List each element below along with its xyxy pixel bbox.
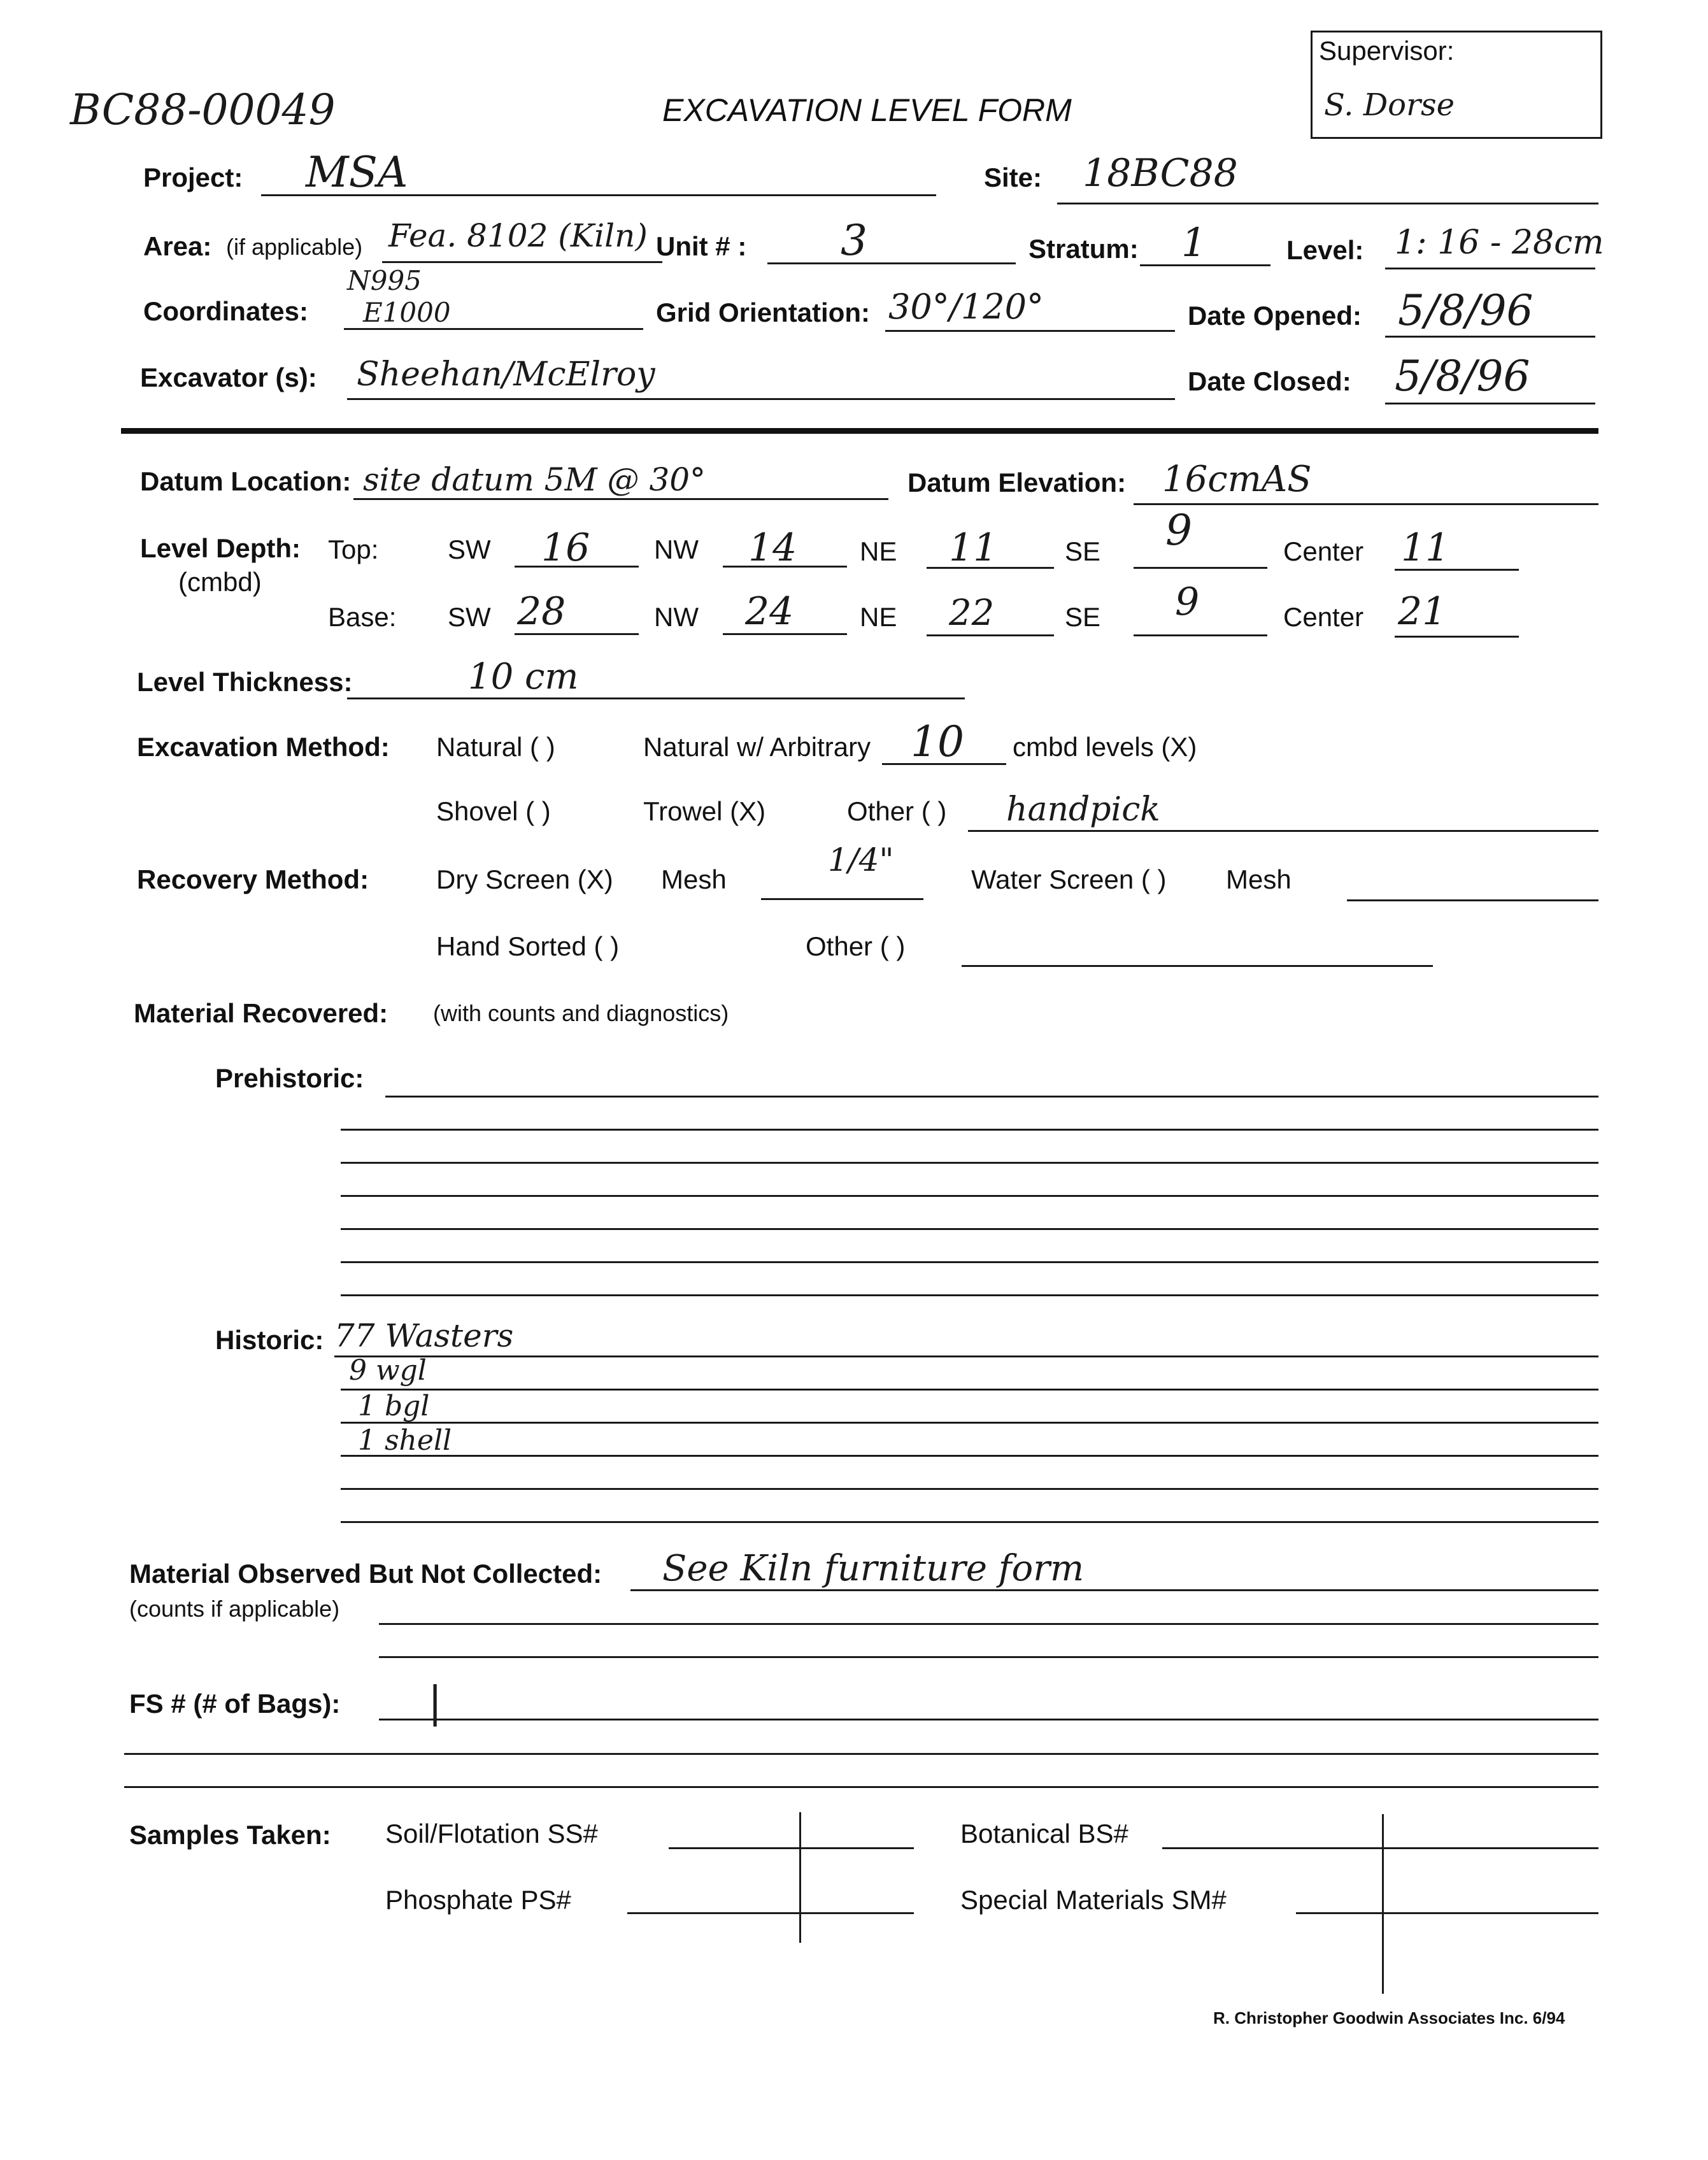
datum-elevation-line xyxy=(1134,503,1598,505)
excavator-label: Excavator (s): xyxy=(140,362,317,392)
datum-elevation-label: Datum Elevation: xyxy=(907,468,1127,497)
datum-location-line xyxy=(353,498,888,500)
supervisor-value: S. Dorse xyxy=(1324,87,1455,123)
recovery-other-line xyxy=(962,965,1433,967)
fs-line xyxy=(124,1753,1598,1755)
soil-flotation-label: Soil/Flotation SS# xyxy=(385,1819,598,1849)
coordinates-line xyxy=(344,328,643,330)
stratum-label: Stratum: xyxy=(1028,234,1139,264)
excavation-method-label: Excavation Method: xyxy=(137,732,390,762)
unit-value: 3 xyxy=(841,216,867,265)
material-observed-line xyxy=(630,1589,1598,1591)
stratum-value: 1 xyxy=(1181,219,1207,266)
historic-item: 9 wgl xyxy=(349,1354,427,1387)
top-se-line xyxy=(1134,567,1267,569)
base-sw-label: SW xyxy=(448,602,491,632)
site-line xyxy=(1057,203,1598,204)
level-depth-unit: (cmbd) xyxy=(178,567,262,597)
date-opened-line xyxy=(1385,336,1595,338)
top-center-value: 11 xyxy=(1401,526,1450,570)
material-observed-value: See Kiln furniture form xyxy=(662,1548,1085,1589)
excavation-other-value: handpick xyxy=(1006,790,1160,829)
top-ne-line xyxy=(927,567,1054,569)
historic-line xyxy=(334,1355,1598,1357)
site-value: 18BC88 xyxy=(1083,151,1238,196)
area-label: Area: xyxy=(143,231,212,261)
phosphate-line xyxy=(627,1912,914,1914)
phosphate-label: Phosphate PS# xyxy=(385,1885,571,1915)
historic-item: 1 shell xyxy=(358,1424,452,1457)
fs-line xyxy=(124,1786,1598,1788)
botanical-label: Botanical BS# xyxy=(960,1819,1128,1849)
top-sw-label: SW xyxy=(448,534,491,564)
section-divider xyxy=(121,428,1598,434)
prehistoric-line xyxy=(341,1129,1598,1131)
historic-line xyxy=(341,1488,1598,1490)
form-title: EXCAVATION LEVEL FORM xyxy=(662,92,1072,128)
area-value: Fea. 8102 (Kiln) xyxy=(388,217,648,254)
prehistoric-line xyxy=(341,1294,1598,1296)
base-center-value: 21 xyxy=(1398,589,1447,634)
top-center-line xyxy=(1395,569,1519,571)
base-center-line xyxy=(1395,636,1519,638)
base-nw-line xyxy=(723,633,847,635)
recovery-method-label: Recovery Method: xyxy=(137,864,369,894)
fs-line xyxy=(379,1719,1598,1720)
footer-credit: R. Christopher Goodwin Associates Inc. 6/94 xyxy=(1213,2008,1565,2028)
top-sw-line xyxy=(515,566,639,568)
dry-mesh-line xyxy=(761,898,923,900)
base-se-line xyxy=(1134,634,1267,636)
level-thickness-line xyxy=(347,697,965,699)
base-sw-value: 28 xyxy=(517,589,566,634)
water-mesh-label: Mesh xyxy=(1226,864,1292,894)
unit-label: Unit # : xyxy=(656,231,747,261)
dry-screen-option: Dry Screen (X) xyxy=(436,864,613,894)
top-nw-value: 14 xyxy=(748,526,797,570)
prehistoric-line xyxy=(341,1261,1598,1263)
prehistoric-line xyxy=(385,1096,1598,1098)
historic-label: Historic: xyxy=(215,1325,324,1355)
excavator-line xyxy=(347,398,1175,400)
supervisor-box xyxy=(1311,31,1602,139)
hand-sorted-option: Hand Sorted ( ) xyxy=(436,931,620,961)
material-observed-line xyxy=(379,1623,1598,1625)
grid-orientation-value: 30°/120° xyxy=(888,287,1044,327)
datum-elevation-value: 16cmAS xyxy=(1162,459,1312,500)
dry-mesh-value: 1/4" xyxy=(828,841,894,878)
stratum-line xyxy=(1140,264,1270,266)
coordinates-north: N995 xyxy=(347,265,422,296)
base-se-label: SE xyxy=(1065,602,1101,632)
samples-divider xyxy=(1382,1814,1384,1994)
water-mesh-line xyxy=(1347,899,1598,901)
shovel-option: Shovel ( ) xyxy=(436,796,551,826)
dry-mesh-label: Mesh xyxy=(661,864,727,894)
level-line xyxy=(1385,268,1595,269)
project-line xyxy=(261,194,936,196)
level-value: 1: 16 - 28cm xyxy=(1395,224,1604,262)
arbitrary-value: 10 xyxy=(911,717,964,766)
trowel-option: Trowel (X) xyxy=(643,796,766,826)
natural-option: Natural ( ) xyxy=(436,732,555,762)
date-opened-value: 5/8/96 xyxy=(1398,286,1534,335)
top-sw-value: 16 xyxy=(541,526,590,570)
botanical-line xyxy=(1162,1847,1598,1849)
grid-orientation-label: Grid Orientation: xyxy=(656,297,870,327)
top-se-value: 9 xyxy=(1165,506,1192,555)
top-label: Top: xyxy=(328,534,379,564)
area-line xyxy=(382,261,662,263)
water-screen-option: Water Screen ( ) xyxy=(971,864,1167,894)
excavation-other-line xyxy=(968,830,1598,832)
historic-item: 77 Wasters xyxy=(334,1317,514,1354)
project-value: MSA xyxy=(306,148,408,197)
level-label: Level: xyxy=(1286,235,1364,265)
unit-line xyxy=(767,262,1016,264)
excavator-value: Sheehan/McElroy xyxy=(357,355,655,394)
fs-label: FS # (# of Bags): xyxy=(129,1689,341,1719)
material-observed-label: Material Observed But Not Collected: xyxy=(129,1559,602,1589)
coordinates-label: Coordinates: xyxy=(143,296,309,326)
date-closed-value: 5/8/96 xyxy=(1395,352,1530,401)
historic-line xyxy=(341,1422,1598,1424)
base-ne-label: NE xyxy=(860,602,897,632)
base-nw-label: NW xyxy=(654,602,699,632)
top-ne-value: 11 xyxy=(949,526,998,570)
cmbd-levels-option: cmbd levels (X) xyxy=(1013,732,1197,762)
natural-arbitrary-option: Natural w/ Arbitrary xyxy=(643,732,871,762)
top-center-label: Center xyxy=(1283,536,1364,566)
soil-flotation-line xyxy=(669,1847,914,1849)
prehistoric-line xyxy=(341,1195,1598,1197)
site-label: Site: xyxy=(984,162,1043,192)
prehistoric-line xyxy=(341,1162,1598,1164)
samples-divider xyxy=(799,1812,801,1943)
level-thickness-label: Level Thickness: xyxy=(137,667,353,697)
arbitrary-line xyxy=(882,763,1006,765)
special-materials-label: Special Materials SM# xyxy=(960,1885,1227,1915)
level-depth-label: Level Depth: xyxy=(140,533,301,563)
form-id: BC88-00049 xyxy=(70,85,336,134)
base-nw-value: 24 xyxy=(745,589,794,634)
base-ne-line xyxy=(927,634,1054,636)
excavation-other-option: Other ( ) xyxy=(847,796,947,826)
top-se-label: SE xyxy=(1065,536,1101,566)
historic-line xyxy=(341,1455,1598,1457)
prehistoric-label: Prehistoric: xyxy=(215,1063,364,1093)
supervisor-label: Supervisor: xyxy=(1319,36,1455,66)
project-label: Project: xyxy=(143,162,243,192)
top-nw-line xyxy=(723,566,847,568)
historic-line xyxy=(341,1389,1598,1391)
material-recovered-label: Material Recovered: xyxy=(134,998,388,1028)
date-opened-label: Date Opened: xyxy=(1188,301,1362,331)
material-observed-line xyxy=(379,1656,1598,1658)
base-sw-line xyxy=(515,633,639,635)
datum-location-label: Datum Location: xyxy=(140,466,352,496)
samples-label: Samples Taken: xyxy=(129,1820,331,1850)
base-se-value: 9 xyxy=(1175,580,1200,624)
material-recovered-note: (with counts and diagnostics) xyxy=(433,1000,729,1026)
area-qualifier: (if applicable) xyxy=(226,234,363,260)
base-ne-value: 22 xyxy=(949,592,995,634)
date-closed-label: Date Closed: xyxy=(1188,366,1351,396)
fs-value: | xyxy=(428,1678,443,1727)
coordinates-east: E1000 xyxy=(363,297,451,328)
material-observed-note: (counts if applicable) xyxy=(129,1596,340,1622)
top-ne-label: NE xyxy=(860,536,897,566)
level-thickness-value: 10 cm xyxy=(468,656,579,697)
base-center-label: Center xyxy=(1283,602,1364,632)
prehistoric-line xyxy=(341,1228,1598,1230)
top-nw-label: NW xyxy=(654,534,699,564)
date-closed-line xyxy=(1385,403,1595,404)
special-materials-line xyxy=(1296,1912,1598,1914)
datum-location-value: site datum 5M @ 30° xyxy=(363,461,706,498)
grid-orientation-line xyxy=(885,330,1175,332)
historic-item: 1 bgl xyxy=(358,1390,430,1422)
base-label: Base: xyxy=(328,602,397,632)
historic-line xyxy=(341,1521,1598,1523)
recovery-other-option: Other ( ) xyxy=(806,931,906,961)
